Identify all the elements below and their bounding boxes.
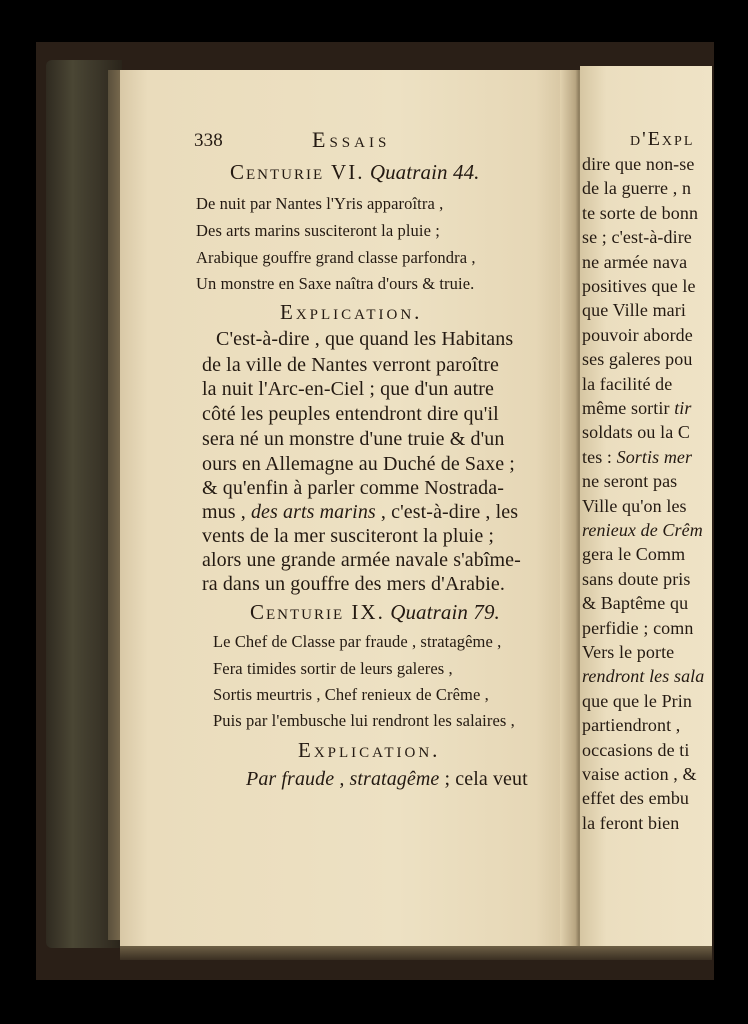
prose-text: ; cela veut	[439, 768, 528, 790]
prose-line-mixed	[202, 501, 518, 524]
line-text: effet des embu	[582, 788, 690, 809]
line-text: te sorte de bonn	[582, 202, 699, 223]
line-text: soldats ou la C	[582, 422, 690, 443]
line-text: partiendront ,	[582, 715, 681, 736]
right-page-line	[582, 618, 693, 639]
prose-line: de la ville de Nantes verront paroître	[202, 354, 500, 376]
right-page-line	[582, 520, 703, 541]
prose-italic: Par fraude , stratagême	[246, 768, 440, 790]
prose-line: C'est-à-dire , que quand les Habitans	[216, 328, 514, 350]
right-page-line	[582, 325, 693, 346]
explication-heading: Explication.	[280, 300, 423, 324]
right-page-line	[582, 691, 692, 712]
right-page-line	[582, 666, 704, 687]
page-number: 338	[194, 130, 223, 151]
quatrain-label: Quatrain 79.	[390, 600, 500, 624]
right-page-line	[582, 276, 696, 297]
section-heading-2	[250, 600, 500, 625]
right-page-line	[582, 252, 687, 273]
line-text: tes :	[582, 446, 617, 467]
line-text: vaise action , &	[582, 764, 697, 784]
running-head: Essais	[312, 127, 391, 152]
right-page-line	[582, 496, 687, 517]
prose-line: la nuit l'Arc-en-Ciel ; que d'un autre	[202, 378, 495, 400]
right-page-line	[582, 154, 694, 175]
verse-line: Le Chef de Classe par fraude , stratagême ,	[213, 632, 502, 651]
line-text: ses galeres pou	[582, 349, 693, 370]
line-text: se ; c'est-à-dire	[582, 227, 692, 248]
centurie-label: Centurie IX.	[250, 600, 385, 624]
prose-line: vents de la mer susciteront la pluie ;	[202, 525, 495, 547]
right-page-line	[582, 349, 692, 370]
right-page-line	[582, 398, 692, 419]
right-page-line	[582, 374, 672, 395]
line-italic: tir	[674, 398, 692, 418]
book-bottom-edge	[120, 946, 712, 960]
prose-line: ra dans un gouffre des mers d'Arabie.	[202, 573, 505, 595]
line-text: ne armée nava	[582, 251, 688, 272]
verse-line: De nuit par Nantes l'Yris apparoîtra ,	[196, 194, 444, 213]
right-page-line	[582, 471, 677, 492]
prose-line: sera né un monstre d'une truie & d'un	[202, 428, 505, 450]
line-italic: renieux de Crêm	[582, 520, 703, 540]
prose-line: & qu'enfin à parler comme Nostrada-	[202, 477, 504, 499]
right-page-line	[582, 593, 688, 614]
right-page-line	[582, 227, 692, 248]
prose-italic: des arts marins	[250, 501, 376, 523]
line-text: sans doute pris	[582, 568, 691, 589]
line-text: Ville qu'on les	[582, 495, 687, 516]
line-text: perfidie ; comn	[582, 617, 694, 638]
right-page-line	[582, 788, 689, 809]
prose-line: côté les peuples entendront dire qu'il	[202, 403, 499, 425]
quatrain-label: Quatrain 44.	[369, 160, 480, 184]
line-text: dire que non-se	[582, 154, 695, 174]
verse-line: Fera timides sortir de leurs galeres ,	[213, 659, 453, 678]
line-text: Vers le porte	[582, 642, 675, 662]
line-text: même sortir	[582, 398, 675, 418]
line-text: de la guerre , n	[582, 178, 692, 199]
verse-line: Puis par l'embusche lui rendront les salaires ,	[213, 711, 515, 730]
right-page-line	[582, 740, 689, 761]
verse-line: Des arts marins susciteront la pluie ;	[196, 221, 440, 240]
prose-line: alors une grande armée navale s'abîme-	[202, 549, 521, 571]
right-page	[580, 66, 712, 946]
line-italic: Sortis mer	[616, 446, 693, 467]
verse-line: Un monstre en Saxe naîtra d'ours & truie.	[196, 274, 475, 293]
line-text: la feront bien	[582, 812, 680, 833]
line-text: pouvoir aborde	[582, 324, 693, 345]
running-head-right: d'Expl	[630, 128, 695, 150]
right-page-line	[582, 422, 690, 443]
line-text: la facilité de	[582, 373, 673, 394]
line-italic: rendront les sala	[582, 666, 705, 687]
explication-heading: Explication.	[298, 738, 441, 762]
right-page-line	[582, 203, 698, 224]
line-text: occasions de ti	[582, 739, 690, 760]
line-text: & Baptême qu	[582, 593, 689, 614]
line-text: ne seront pas	[582, 471, 678, 492]
prose-text: mus ,	[202, 501, 251, 523]
line-text: gera le Comm	[582, 544, 686, 565]
right-page-line	[582, 569, 691, 590]
right-page-line	[582, 178, 691, 199]
right-page-line	[582, 544, 685, 565]
centurie-label: Centurie VI.	[230, 160, 365, 184]
right-page-line	[582, 813, 679, 834]
verse-line: Sortis meurtris , Chef renieux de Crême ,	[213, 685, 489, 704]
prose-line-mixed	[246, 768, 528, 791]
right-page-line	[582, 764, 697, 785]
right-page-line	[582, 642, 674, 663]
prose-line: ours en Allemagne au Duché de Saxe ;	[202, 453, 515, 475]
line-text: que Ville mari	[582, 300, 686, 321]
prose-text: , c'est-à-dire , les	[375, 501, 519, 523]
right-page-line	[582, 300, 686, 321]
section-heading-1	[230, 160, 480, 185]
right-page-line	[582, 447, 692, 468]
line-text: positives que le	[582, 276, 696, 296]
right-page-line	[582, 715, 680, 736]
verse-line: Arabique gouffre grand classe parfondra ,	[196, 248, 476, 267]
line-text: que que le Prin	[582, 690, 692, 711]
